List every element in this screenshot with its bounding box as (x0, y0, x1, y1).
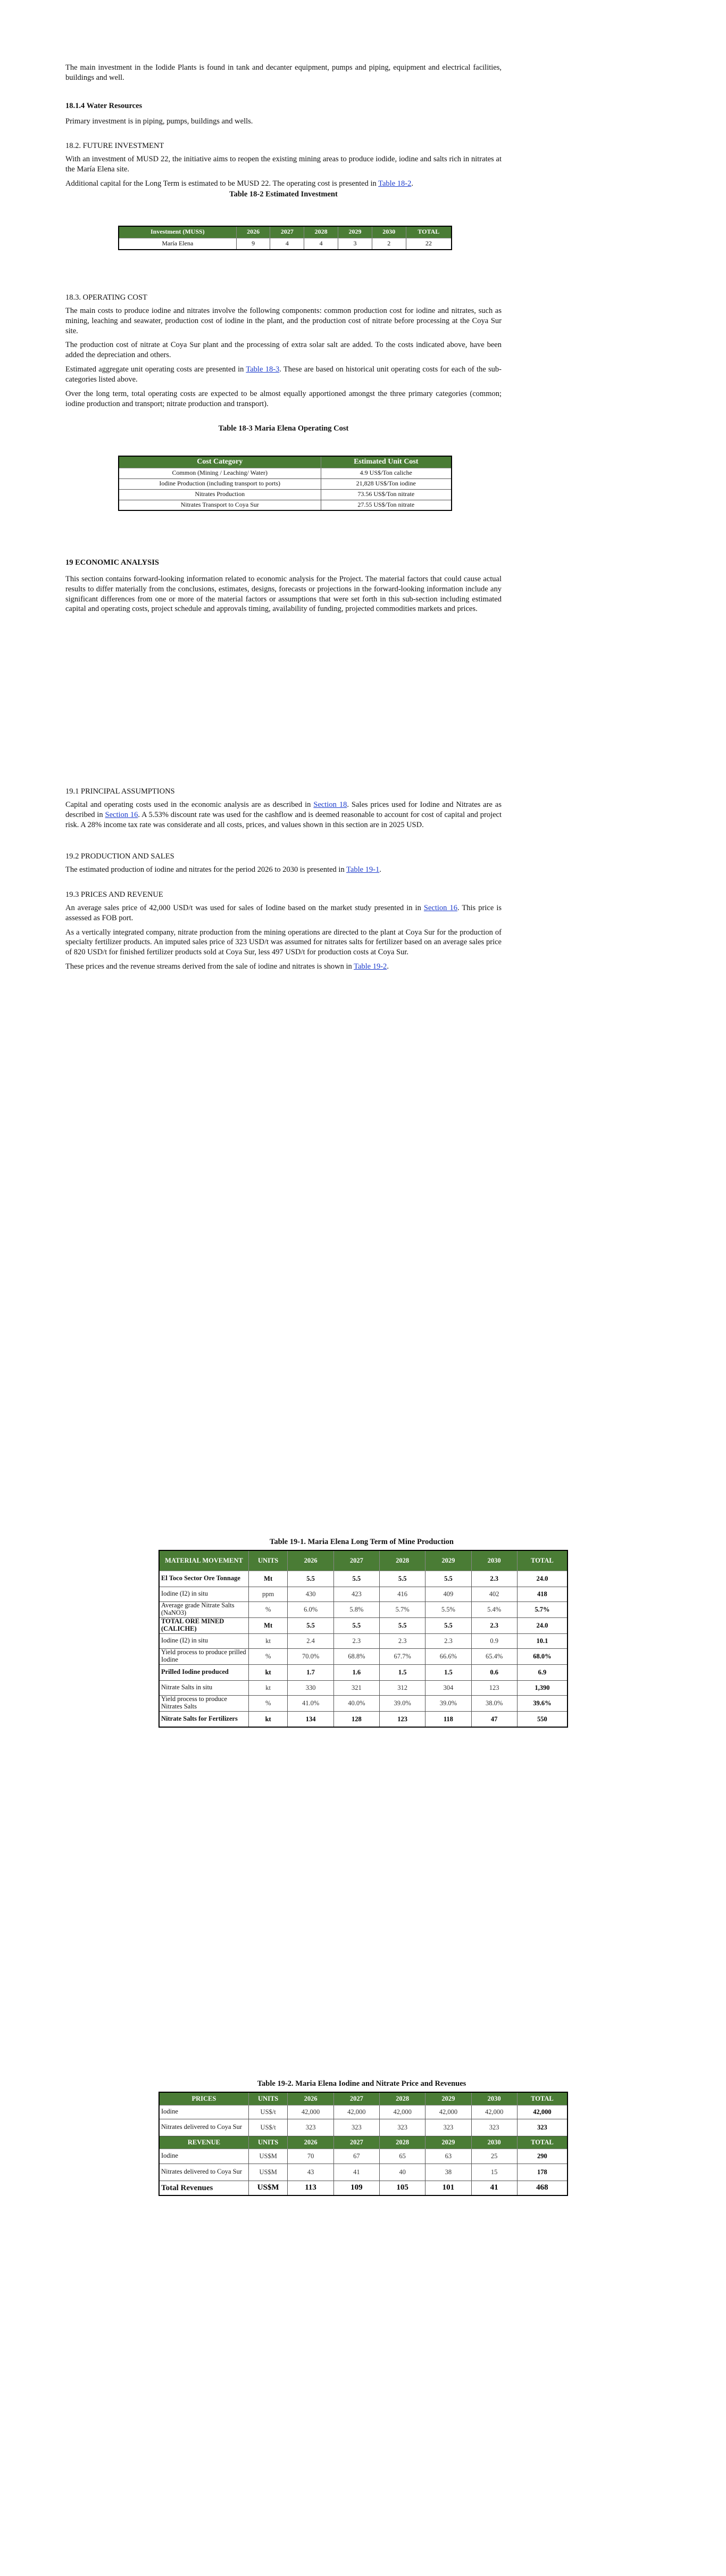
section-heading: 19.3 PRICES AND REVENUE (65, 890, 163, 899)
table-row (119, 500, 452, 510)
text-run: Estimated aggregate unit operating costs are presented in (65, 365, 246, 374)
table-header-row (159, 2092, 568, 2105)
section-heading: 18.3. OPERATING COST (65, 293, 147, 302)
table-cell: 40.0% (333, 1695, 379, 1711)
table-cell: 323 (333, 2119, 379, 2136)
table-header: MATERIAL MOVEMENT (159, 1550, 248, 1571)
table-cell: 118 (425, 1711, 471, 1727)
table-cell: 5.8% (333, 1601, 379, 1617)
section-heading: 18.2. FUTURE INVESTMENT (65, 142, 164, 150)
section-paragraph: As a vertically integrated company, nitrate production from the mining operations are directed to the plant at Coya Sur for the production of specialty fertilizer products. An imputed sales price of 323 USD/t was assumed for nitrates salts for fertilizer based on an average sales price of 820 USD/t for finished fertilizer products sold at Coya Sur, less 497 USD/t for production costs at Coya Sur. (65, 928, 502, 957)
table-cell: 430 (288, 1587, 333, 1601)
table-cell: 68.8% (333, 1648, 379, 1664)
table-cell: 63 (425, 2149, 471, 2164)
row-total: 24.0 (517, 1617, 568, 1633)
row-label: El Toco Sector Ore Tonnage (159, 1571, 248, 1587)
row-total: 68.0% (517, 1648, 568, 1664)
section-heading: 18.1.4 Water Resources (65, 102, 143, 110)
table-cell: 2.3 (425, 1633, 471, 1648)
table-header: 2026 (288, 2092, 333, 2105)
table-row (119, 478, 452, 489)
section-19 (65, 558, 502, 618)
table-cell: 5.5% (425, 1601, 471, 1617)
table-row (119, 238, 452, 250)
table-caption: Table 18-3 Maria Elena Operating Cost (218, 424, 349, 433)
table-cell: 402 (471, 1587, 517, 1601)
text-run: Capital and operating costs used in the economic analysis are as described in (65, 800, 314, 809)
table-header: 2029 (425, 2136, 471, 2149)
table-cell: 4 (270, 238, 304, 250)
row-total: 24.0 (517, 1571, 568, 1587)
text-run: Additional capital for the Long Term is estimated to be MUSD 22. The operating cost is presented in (65, 179, 379, 188)
table-header: 2026 (288, 1550, 333, 1571)
table-cell: 9 (236, 238, 270, 250)
table-cell: 323 (288, 2119, 333, 2136)
table-cell: 1.7 (288, 1664, 333, 1680)
table-header: 2029 (425, 1550, 471, 1571)
table-header: 2028 (380, 2092, 425, 2105)
table-cell: 38 (425, 2164, 471, 2181)
table-caption: Table 19-2. Maria Elena Iodine and Nitrate Price and Revenues (257, 2079, 466, 2088)
section-paragraph (65, 962, 502, 972)
table-cell: 42,000 (288, 2105, 333, 2119)
text-run: . Sales prices used for Iodine and Nitrates are as described in (65, 800, 502, 819)
table-row (159, 1648, 568, 1664)
table-row (159, 1601, 568, 1617)
text-run: . (387, 962, 389, 971)
row-unit: % (248, 1601, 288, 1617)
row-total: 178 (517, 2164, 568, 2181)
table-header: Cost Category (119, 456, 321, 468)
table-cell: 109 (333, 2181, 379, 2195)
table-body (159, 2092, 568, 2195)
text-run: . These are based on historical unit operating costs for each of the sub-categories listed above. (65, 365, 502, 384)
row-label: Iodine (159, 2105, 248, 2119)
table-cell: 134 (288, 1711, 333, 1727)
row-total: 42,000 (517, 2105, 568, 2119)
table-cell: 123 (380, 1711, 425, 1727)
table-header: REVENUE (159, 2136, 248, 2149)
table-cell: 73.56 US$/Ton nitrate (321, 489, 452, 500)
table-header: 2027 (270, 226, 304, 238)
row-label: Nitrate Salts in situ (159, 1680, 248, 1695)
row-total: 5.7% (517, 1601, 568, 1617)
row-label: Nitrate Salts for Fertilizers (159, 1711, 248, 1727)
text-run: . (379, 865, 381, 874)
section-heading: 19.1 PRINCIPAL ASSUMPTIONS (65, 787, 175, 796)
row-unit: ppm (248, 1587, 288, 1601)
section-paragraph (65, 903, 502, 923)
table-cell: 22 (406, 238, 452, 250)
table-header: 2030 (372, 226, 406, 238)
row-total: 418 (517, 1587, 568, 1601)
table-row (159, 1617, 568, 1633)
row-total: 468 (517, 2181, 568, 2195)
row-label: Average grade Nitrate Salts (NaNO3) (159, 1601, 248, 1617)
row-unit: kt (248, 1633, 288, 1648)
table-cell: 65 (380, 2149, 425, 2164)
table-cell: 123 (471, 1680, 517, 1695)
table-header: 2029 (425, 2092, 471, 2105)
table-cell: Iodine Production (including transport to ports) (119, 478, 321, 489)
table-cell: 1.5 (380, 1664, 425, 1680)
table-row (159, 2149, 568, 2164)
text-run: These prices and the revenue streams derived from the sale of iodine and nitrates is shown in (65, 962, 354, 971)
row-total: 6.9 (517, 1664, 568, 1680)
table-cell: Nitrates Transport to Coya Sur (119, 500, 321, 510)
section-paragraph (65, 800, 502, 830)
row-total: 1,390 (517, 1680, 568, 1695)
table-header: Estimated Unit Cost (321, 456, 452, 468)
section-paragraph: Primary investment is in piping, pumps, buildings and wells. (65, 117, 253, 126)
table-header: 2029 (338, 226, 372, 238)
table-cell: 15 (471, 2164, 517, 2181)
table-cell: 42,000 (333, 2105, 379, 2119)
table-cell: 323 (471, 2119, 517, 2136)
table-row (159, 1695, 568, 1711)
table-cell: 39.0% (425, 1695, 471, 1711)
table-header: PRICES (159, 2092, 248, 2105)
row-label: Yield process to produce prilled Iodine (159, 1648, 248, 1664)
section-paragraph: With an investment of MUSD 22, the initiative aims to reopen the existing mining areas to produce iodide, iodine and salts rich in nitrates at the María Elena site. (65, 154, 502, 174)
table-caption: Table 18-2 Estimated Investment (229, 190, 338, 199)
table-header: TOTAL (517, 2136, 568, 2149)
row-label: Iodine (I2) in situ (159, 1587, 248, 1601)
table-header: UNITS (248, 2092, 288, 2105)
table-header: 2027 (333, 1550, 379, 1571)
table-header: TOTAL (517, 1550, 568, 1571)
table-body (159, 1571, 568, 1727)
row-total: 550 (517, 1711, 568, 1727)
table-row (159, 1571, 568, 1587)
table-cell: 2.3 (471, 1571, 517, 1587)
table-cell: 5.5 (333, 1571, 379, 1587)
table-row (159, 1711, 568, 1727)
row-unit: % (248, 1648, 288, 1664)
row-label: Yield process to produce Nitrates Salts (159, 1695, 248, 1711)
estimated-investment-table (118, 226, 452, 250)
table-cell: 2.3 (471, 1617, 517, 1633)
row-unit: US$M (248, 2181, 288, 2195)
table-cell: 5.5 (333, 1617, 379, 1633)
table-header: 2028 (380, 1550, 425, 1571)
table-cell: 6.0% (288, 1601, 333, 1617)
section-paragraph (65, 365, 502, 385)
row-label: Prilled Iodine produced (159, 1664, 248, 1680)
table-caption: Table 19-1. Maria Elena Long Term of Mine Production (270, 1538, 454, 1546)
table-header-row (159, 2136, 568, 2149)
table-cell: 5.5 (380, 1571, 425, 1587)
row-total: 290 (517, 2149, 568, 2164)
table-row (159, 2119, 568, 2136)
table-19-2-link[interactable]: Table 19-2 (354, 962, 387, 971)
table-cell: 423 (333, 1587, 379, 1601)
row-unit: kt (248, 1680, 288, 1695)
table-cell: 67.7% (380, 1648, 425, 1664)
table-cell: 113 (288, 2181, 333, 2195)
table-row (119, 489, 452, 500)
intro-paragraph: The main investment in the Iodide Plants is found in tank and decanter equipment, pumps and piping, equipment and electrical facilities, buildings and well. (65, 63, 502, 82)
table-header: 2030 (471, 1550, 517, 1571)
long-term-production-table (158, 1550, 568, 1728)
table-cell: 21,828 US$/Ton iodine (321, 478, 452, 489)
table-cell: 4.9 US$/Ton caliche (321, 468, 452, 478)
table-cell: 41 (333, 2164, 379, 2181)
table-cell: María Elena (119, 238, 236, 250)
row-unit: kt (248, 1711, 288, 1727)
table-header: TOTAL (406, 226, 452, 238)
table-cell: 330 (288, 1680, 333, 1695)
table-cell: 42,000 (471, 2105, 517, 2119)
table-cell: 67 (333, 2149, 379, 2164)
table-cell: 304 (425, 1680, 471, 1695)
table-cell: 70 (288, 2149, 333, 2164)
table-cell: 416 (380, 1587, 425, 1601)
table-header: TOTAL (517, 2092, 568, 2105)
table-cell: 41 (471, 2181, 517, 2195)
table-cell: 70.0% (288, 1648, 333, 1664)
table-cell: 5.5 (288, 1617, 333, 1633)
table-cell: 0.6 (471, 1664, 517, 1680)
row-total: 323 (517, 2119, 568, 2136)
table-cell: 42,000 (380, 2105, 425, 2119)
table-cell: 323 (380, 2119, 425, 2136)
section-18-link[interactable]: Section 18 (313, 800, 347, 809)
table-cell: 47 (471, 1711, 517, 1727)
table-header: Investment (MUSS) (119, 226, 236, 238)
table-row (159, 2164, 568, 2181)
table-cell: 105 (380, 2181, 425, 2195)
table-cell: 38.0% (471, 1695, 517, 1711)
table-cell: 312 (380, 1680, 425, 1695)
table-18-2-link[interactable]: Table 18-2 (378, 179, 412, 188)
table-cell: 321 (333, 1680, 379, 1695)
section-16-link[interactable]: Section 16 (423, 903, 457, 912)
table-cell: 101 (425, 2181, 471, 2195)
row-unit: Mt (248, 1571, 288, 1587)
table-cell: 3 (338, 238, 372, 250)
text-run: An average sales price of 42,000 USD/t was used for sales of Iodine based on the market study presented in in (65, 903, 424, 912)
table-18-3-link[interactable]: Table 18-3 (246, 365, 280, 374)
table-cell: 0.9 (471, 1633, 517, 1648)
row-unit: US$/t (248, 2105, 288, 2119)
table-cell: 40 (380, 2164, 425, 2181)
row-unit: Mt (248, 1617, 288, 1633)
table-cell: 42,000 (425, 2105, 471, 2119)
row-unit: US$M (248, 2149, 288, 2164)
row-label: Nitrates delivered to Coya Sur (159, 2164, 248, 2181)
table-cell: 323 (425, 2119, 471, 2136)
table-row (159, 1664, 568, 1680)
table-row (159, 1587, 568, 1601)
table-cell: 1.6 (333, 1664, 379, 1680)
text-run: The estimated production of iodine and nitrates for the period 2026 to 2030 is presented in (65, 865, 347, 874)
table-cell: 1.5 (425, 1664, 471, 1680)
text-run: . This price is assessed as FOB port. (65, 903, 502, 922)
row-label: Total Revenues (159, 2181, 248, 2195)
row-total: 39.6% (517, 1695, 568, 1711)
section-19-1 (65, 787, 502, 834)
table-cell: 41.0% (288, 1695, 333, 1711)
table-cell: 2.3 (333, 1633, 379, 1648)
row-label: Nitrates delivered to Coya Sur (159, 2119, 248, 2136)
section-paragraph: The production cost of nitrate at Coya Sur plant and the processing of extra solar salt are added. To the costs indicated above, have been added the depreciation and others. (65, 341, 502, 360)
table-header: 2028 (380, 2136, 425, 2149)
table-header: 2028 (304, 226, 338, 238)
row-unit: kt (248, 1664, 288, 1680)
table-cell: 66.6% (425, 1648, 471, 1664)
table-cell: 5.5 (380, 1617, 425, 1633)
table-cell: 2 (372, 238, 406, 250)
table-header: UNITS (248, 1550, 288, 1571)
table-cell: 409 (425, 1587, 471, 1601)
section-paragraph: Over the long term, total operating costs are expected to be almost equally apportioned amongst the three primary categories (common; iodine production and transport; nitrate production and transport). (65, 389, 502, 408)
table-cell: 39.0% (380, 1695, 425, 1711)
section-paragraph: The main costs to produce iodine and nitrates involve the following components: common production cost for iodine and nitrates, such as mining, leaching and seawater, production cost of iodine in the plant, and the production cost of nitrate before processing at the Coya Sur site. (65, 306, 502, 335)
table-row (159, 1680, 568, 1695)
row-unit: % (248, 1695, 288, 1711)
section-19-3 (65, 890, 502, 976)
row-unit: US$M (248, 2164, 288, 2181)
table-header: 2027 (333, 2136, 379, 2149)
table-cell: 128 (333, 1711, 379, 1727)
table-row (159, 2181, 568, 2195)
section-18-1-4 (65, 101, 502, 131)
table-cell: 25 (471, 2149, 517, 2164)
table-cell: 2.3 (380, 1633, 425, 1648)
row-label: Iodine (159, 2149, 248, 2164)
table-row (119, 468, 452, 478)
section-18-3 (65, 293, 502, 434)
section-heading: 19.2 PRODUCTION AND SALES (65, 852, 174, 861)
table-cell: 5.4% (471, 1601, 517, 1617)
row-label: Iodine (I2) in situ (159, 1633, 248, 1648)
section-16-link[interactable]: Section 16 (105, 810, 138, 819)
section-paragraph: This section contains forward-looking information related to economic analysis for the Project. The material factors that could cause actual results to differ materially from the conclusions, estimates, designs, forecasts or projections in the forward-looking information include any significant differences from one or more of the material factors or assumptions that were set forth in this sub-section including estimated capital and operating costs, project schedule and approvals timing, availability of funding, projected commodities markets and prices. (65, 574, 502, 614)
text-run: . (411, 179, 413, 188)
section-paragraph (65, 865, 502, 875)
row-total: 10.1 (517, 1633, 568, 1648)
row-unit: US$/t (248, 2119, 288, 2136)
table-row (159, 2105, 568, 2119)
table-cell: 27.55 US$/Ton nitrate (321, 500, 452, 510)
table-header: 2027 (333, 2092, 379, 2105)
table-cell: 5.5 (425, 1571, 471, 1587)
table-cell: 4 (304, 238, 338, 250)
table-header: 2030 (471, 2092, 517, 2105)
table-cell: 2.4 (288, 1633, 333, 1648)
table-header: 2026 (236, 226, 270, 238)
price-revenue-table (158, 2092, 568, 2196)
table-cell: 5.5 (288, 1571, 333, 1587)
operating-cost-table (118, 456, 452, 511)
table-header: UNITS (248, 2136, 288, 2149)
section-heading: 19 ECONOMIC ANALYSIS (65, 558, 159, 567)
table-19-1-link[interactable]: Table 19-1 (346, 865, 380, 874)
table-cell: 43 (288, 2164, 333, 2181)
table-cell: 65.4% (471, 1648, 517, 1664)
table-header: 2026 (288, 2136, 333, 2149)
intro-section (65, 63, 502, 87)
table-cell: Nitrates Production (119, 489, 321, 500)
section-paragraph (65, 179, 502, 189)
row-label: TOTAL ORE MINED (CALICHE) (159, 1617, 248, 1633)
text-run: . A 5.53% discount rate was used for the cashflow and is deemed reasonable to account for cost of capital and project risk. A 28% income tax rate was considerate and all costs, prices, and values shown in this section are in 2025 USD. (65, 810, 502, 829)
table-cell: Common (Mining / Leaching/ Water) (119, 468, 321, 478)
table-header: 2030 (471, 2136, 517, 2149)
section-19-2 (65, 852, 502, 879)
table-row (159, 1633, 568, 1648)
section-18-2 (65, 141, 502, 200)
table-cell: 5.5 (425, 1617, 471, 1633)
table-cell: 5.7% (380, 1601, 425, 1617)
